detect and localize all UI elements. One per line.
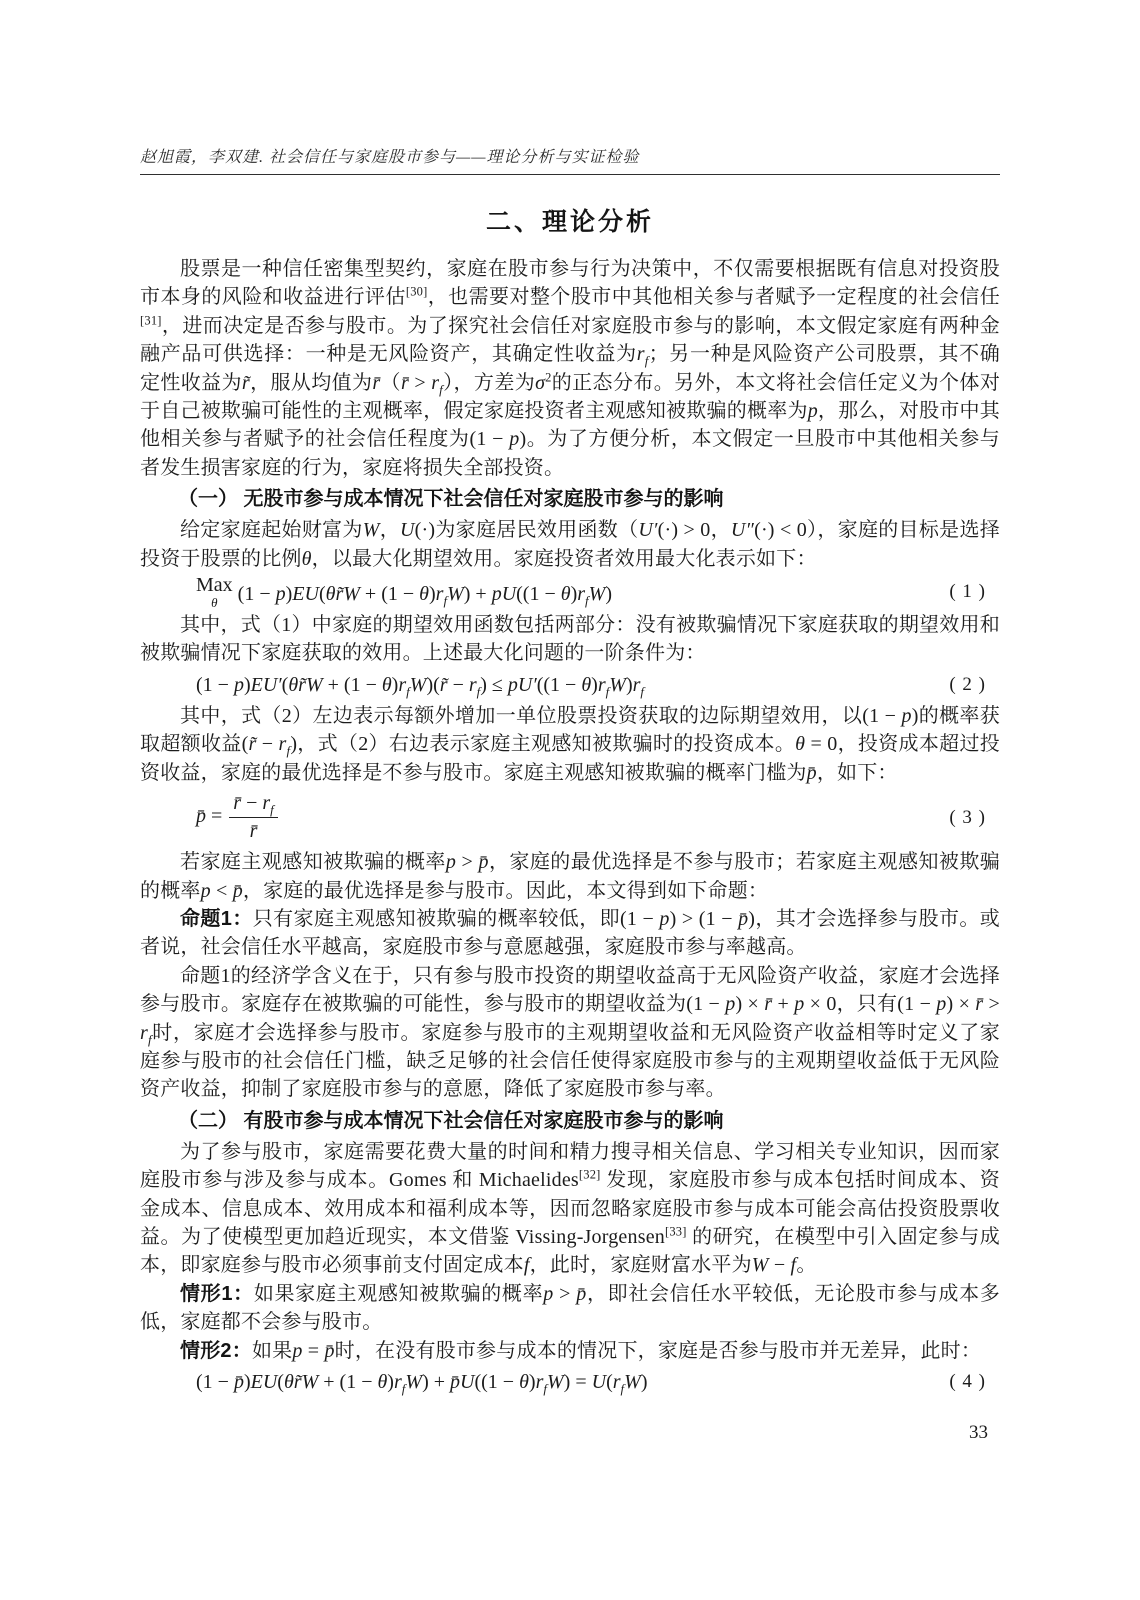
max-operator: Max θ bbox=[196, 574, 233, 611]
equation-body: Max θ (1 − p)EU(θr̃W + $(1 - \theta)r_fW) + pU((1 - \theta)r_fW)$ bbox=[196, 574, 613, 611]
equation-number: ( 3 ) bbox=[949, 806, 986, 828]
paragraph: 给定家庭起始财富为W，U(·)为家庭居民效用函数（U′(·) > 0，U″(·) < 0），家庭的目标是选择投资于股票的比例θ，以最大化期望效用。家庭投资者效用最大化表示如下： bbox=[140, 519, 1000, 570]
header-rule bbox=[140, 174, 1000, 175]
paragraph: 其中，式（2）左边表示每额外增加一单位股票投资获取的边际期望效用，以(1 − p)的概率获取超额收益(r̃ − $r_f$)，式（2）右边表示家庭主观感知被欺骗时的投资成本。θ = 0，投资成本超过投资收益，家庭的最优选择是不参与股市。家庭主观感知被欺骗的概率门槛为p̄，如下： bbox=[140, 704, 1000, 784]
paragraph: 股票是一种信任密集型契约，家庭在股市参与行为决策中，不仅需要根据既有信息对投资股市本身的风险和收益进行评估[30]，也需要对整个股市中其他相关参与者赋予一定程度的社会信任[31]，进而决定是否参与股市。为了探究社会信任对家庭股市参与的影响，本文假定家庭有两种金融产品可供选择：一种是无风险资产，其确定性收益为$r_f$；另一种是风险资产公司股票，其不确定性收益为r̃，服从均值为r̄（r̄ > $r_f$），方差为$\sigma^2$的正态分布。另外，本文将社会信任定义为个体对于自己被欺骗可能性的主观概率，假定家庭投资者主观感知被欺骗的概率为p，那么，对股市中其他相关参与者赋予的社会信任程度为(1 − p)。为了方便分析，本文假定一旦股市中其他相关参与者发生损害家庭的行为，家庭将损失全部投资。 bbox=[140, 258, 1001, 479]
paragraph: 命题1的经济学含义在于，只有参与股市投资的期望收益高于无风险资产收益，家庭才会选择参与股市。家庭存在被欺骗的可能性，参与股市的期望收益为(1 − p) × r̄ + p × 0，只有(1 − p) × r̄ > $r_f$时，家庭才会选择参与股市。家庭参与股市的主观期望收益和无风险资产收益相等时定义了家庭参与股市的社会信任门槛，缺乏足够的社会信任使得家庭股市参与的主观期望收益低于无风险资产收益，抑制了家庭股市参与的意愿，降低了家庭股市参与率。 bbox=[140, 964, 1000, 1101]
paragraph: 情形2：如果p = p̄时，在没有股市参与成本的情况下，家庭是否参与股市并无差异，此时： bbox=[180, 1339, 982, 1362]
sub-heading: （一） 无股市参与成本情况下社会信任对家庭股市参与的影响 bbox=[178, 488, 724, 511]
sub-heading: （二） 有股市参与成本情况下社会信任对家庭股市参与的影响 bbox=[178, 1109, 724, 1132]
equation-number: ( 2 ) bbox=[949, 673, 986, 695]
equation bbox=[140, 575, 1000, 609]
paragraph: 其中，式（1）中家庭的期望效用函数包括两部分：没有被欺骗情况下家庭获取的期望效用和被欺骗情况下家庭获取的效用。上述最大化问题的一阶条件为： bbox=[140, 614, 1000, 665]
page-number: 33 bbox=[969, 1422, 988, 1443]
equation-body: (1 − p̄)EU(θr̃W + $(1 - \theta)r_fW$) + p̄U((1 − $\theta)r_fW) = U(r_fW)$ bbox=[196, 1371, 648, 1396]
equation-body: p̄ = $\frac{r̄ - r_f}{r̄}$ bbox=[196, 805, 280, 827]
equation bbox=[140, 670, 1000, 700]
section-title: 二、理论分析 bbox=[485, 208, 654, 236]
equation-body: (1 − p)EU′(θr̃W + $(1 - \theta)r_fW)(r̃ - r_f) \le pU'((1 - \theta)r_fW)r_f$ bbox=[196, 673, 645, 699]
fraction: $\frac{r̄ - r_f}{r̄}$ bbox=[229, 792, 278, 843]
equation-number: ( 4 ) bbox=[949, 1371, 986, 1392]
equation-number: ( 1 ) bbox=[949, 581, 986, 603]
running-header-text: 赵旭霞，李双建. 社会信任与家庭股市参与——理论分析与实证检验 bbox=[140, 149, 640, 166]
paragraph: 命题1：只有家庭主观感知被欺骗的概率较低，即(1 − p) > (1 − p̄)，其才会选择参与股市。或者说，社会信任水平越高，家庭股市参与意愿越强，家庭股市参与率越高。 bbox=[140, 907, 1000, 959]
paragraph: 情形1：如果家庭主观感知被欺骗的概率p > p̄，即社会信任水平较低，无论股市参与成本多低，家庭都不会参与股市。 bbox=[140, 1282, 1000, 1334]
article-body bbox=[140, 255, 1000, 1397]
paragraph: 若家庭主观感知被欺骗的概率p > p̄，家庭的最优选择是不参与股市；若家庭主观感知被欺骗的概率p < p̄，家庭的最优选择是参与股市。因此，本文得到如下命题： bbox=[140, 851, 1000, 902]
equation bbox=[140, 1367, 1000, 1397]
equation bbox=[140, 789, 1000, 846]
paragraph: 为了参与股市，家庭需要花费大量的时间和精力搜寻相关信息、学习相关专业知识，因而家庭股市参与涉及参与成本。Gomes 和 Michaelides[32] 发现，家庭股市参与成本包括时间成本、资金成本、信息成本、效用成本和福利成本等，因而忽略家庭股市参与成本可能会高估投资股票收益。为了使模型更加趋近现实，本文借鉴 Vissing-Jorgensen[33] 的研究，在模型中引入固定参与成本，即家庭参与股市必须事前支付固定成本f，此时，家庭财富水平为W − f。 bbox=[140, 1140, 1001, 1277]
running-header bbox=[140, 144, 1000, 175]
